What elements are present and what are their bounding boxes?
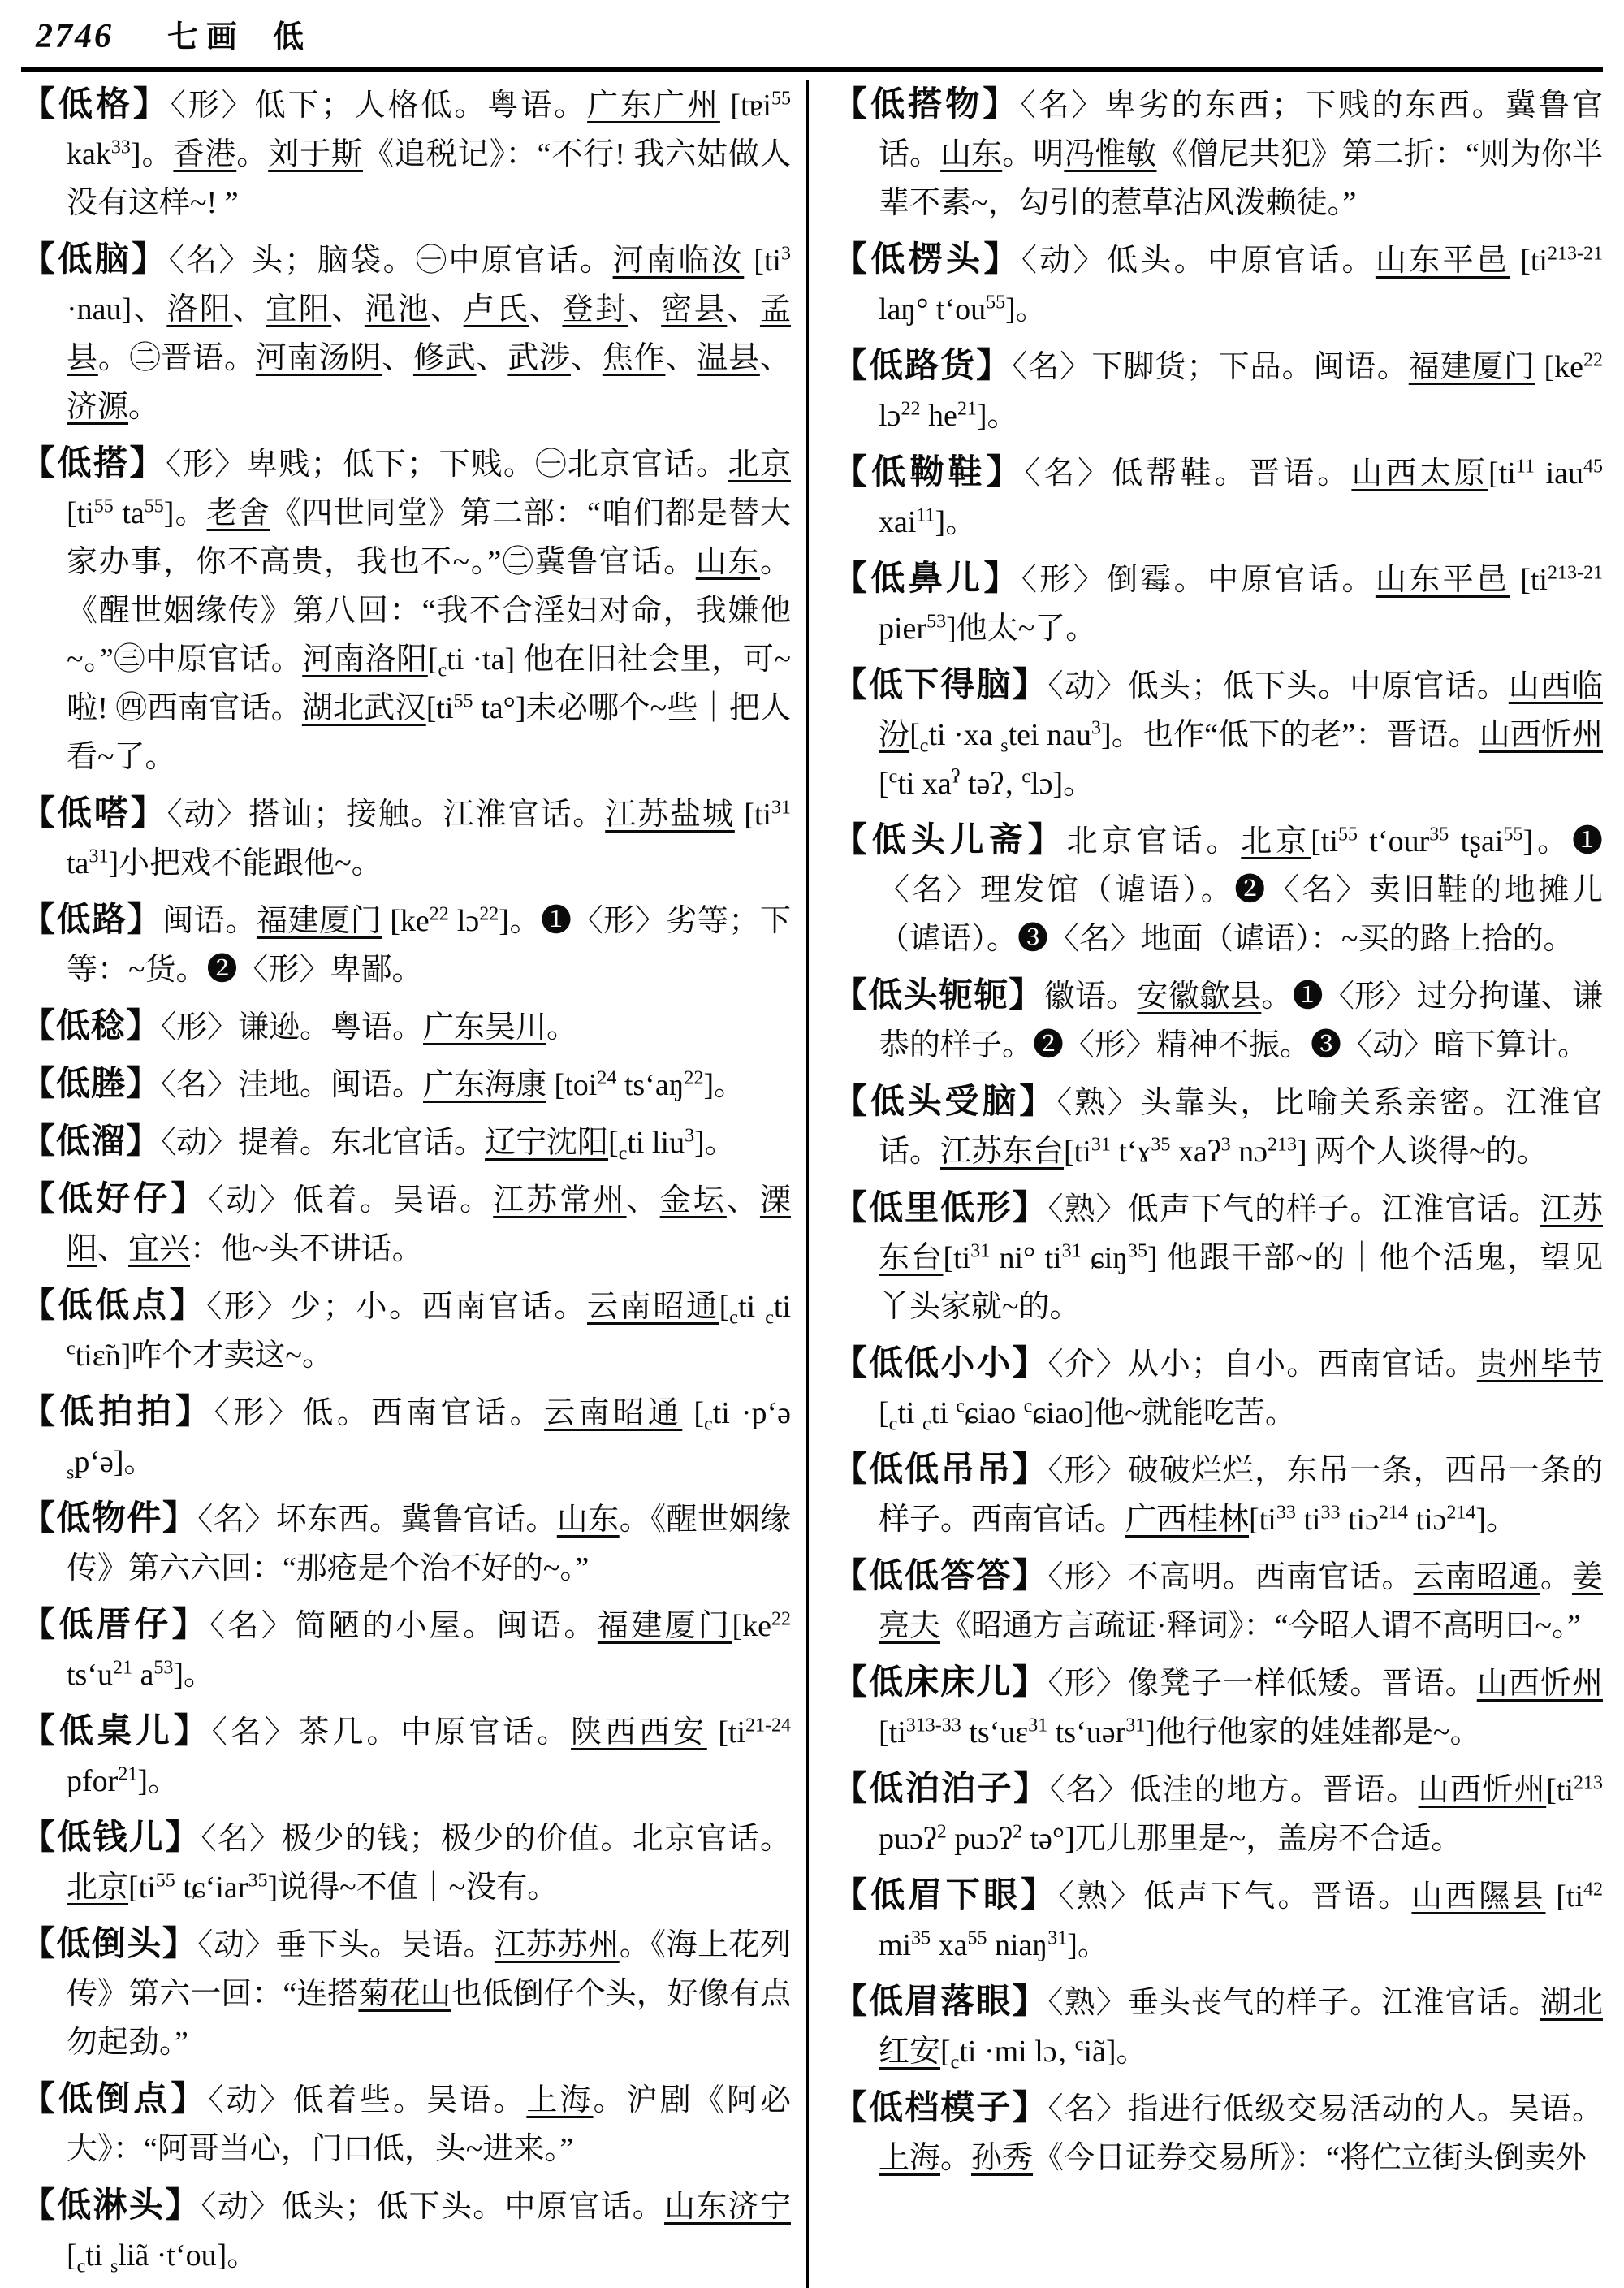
dict-entry: [833, 1552, 1603, 1650]
entry-headword: 【低格】: [21, 86, 171, 123]
entry-body: 〈名〉洼地。闽语。广东海康 [toi$^{24}$ $ts‘aŋ^{22}$]。: [161, 1067, 745, 1102]
entry-headword: 【低厝仔】: [21, 1607, 210, 1644]
entry-body: 〈形〉谦逊。粤语。广东吴川。: [161, 1010, 578, 1045]
dict-entry: [21, 1388, 791, 1486]
dict-entry: [833, 661, 1603, 808]
entry-body: 〈名〉简陋的小屋。闽语。福建厦门[$ke^{22}$ $ts‘u^{21}$ $a^{53}$]。: [67, 1608, 791, 1692]
dict-entry: [21, 2075, 791, 2173]
entry-body: 〈形〉倒霉。中原官话。山东平邑 [$ti^{213-21}$ pier$^{53}$]他太~了。: [879, 562, 1603, 646]
entry-headword: 【低搭】: [21, 445, 166, 482]
entry-body: 〈名〉坏东西。冀鲁官话。山东。《醒世姻缘传》第六六回：“那疮是个治不好的~。”: [67, 1503, 791, 1585]
entry-headword: 【低塍】: [21, 1066, 162, 1103]
dict-entry: [21, 1494, 791, 1593]
dict-entry: [21, 80, 791, 227]
entry-body: 〈形〉少；小。西南官话。云南昭通[$_cti$ $_c$ti $^c$tiɛ̃n]咋个才卖这~。: [67, 1290, 791, 1373]
entry-body: 〈熟〉低声下气。晋语。山西隰县 [$ti^{42}$ $mi^{35}$ $xa^{55}$ niaŋ$^{31}$]。: [879, 1879, 1603, 1962]
entry-body: 〈动〉垂下头。吴语。江苏苏州。《海上花列传》第六一回：“连搭菊花山也低倒仔个头，好像有点勿起劲。”: [67, 1928, 791, 2060]
entry-body: 〈动〉低着。吴语。江苏常州、金坛、溧阳、宜兴：他~头不讲话。: [67, 1183, 791, 1266]
entry-body: 〈形〉破破烂烂，东吊一条，西吊一条的样子。西南官话。广西桂林[$ti^{33}$ $ti^{33}$ tiɔ$^{214}$ tiɔ$^{214}$]。: [879, 1454, 1603, 1537]
entry-headword: 【低楞头】: [833, 241, 1021, 279]
dict-entry: [21, 1707, 791, 1806]
dict-entry: [833, 1978, 1603, 2076]
entry-body: 〈名〉茶几。中原官话。陕西西安 [$ti^{21-24}$ pfor$^{21}$]。: [67, 1715, 792, 1798]
entry-body: 〈名〉极少的钱；极少的价值。北京官话。北京[$ti^{55}$ tɕ‘iar$^{35}$]说得~不值｜~没有。: [67, 1822, 791, 1905]
dict-entry: [833, 971, 1603, 1070]
entry-headword: 【低档模子】: [833, 2090, 1048, 2127]
dict-entry: [833, 236, 1603, 334]
dict-entry: [833, 342, 1603, 440]
entry-headword: 【低钱儿】: [21, 1819, 201, 1857]
left-column: [21, 80, 804, 2288]
entry-body: 〈名〉头；脑袋。㊀中原官话。河南临汝 $[ti^3 \cdot nau]$、洛阳、宜阳、渑池、卢氏、登封、密县、孟县。㊁晋语。河南汤阴、修武、武涉、焦作、温县、济源。: [67, 243, 791, 424]
entry-body: 〈动〉搭讪；接触。江淮官话。江苏盐城 [$ti^{31}$ $ta^{31}$]小把戏不能跟他~。: [67, 797, 791, 880]
dict-entry: [833, 2084, 1603, 2182]
entry-body: 〈名〉卑劣的东西；下贱的东西。冀鲁官话。山东。明冯惟敏《僧尼共犯》第二折：“则为你半辈不素~，勾引的惹草沾风泼赖徒。”: [879, 89, 1604, 220]
dict-entry: [21, 1002, 791, 1052]
entry-body: 〈形〉不高明。西南官话。云南昭通。姜亮夫《昭通方言疏证·释词》：“今昭人谓不高明曰~。”: [879, 1560, 1603, 1643]
entry-headword: 【低头轭轭】: [833, 977, 1044, 1014]
entry-body: 徽语。安徽歙县。❶〈形〉过分拘谨、谦恭的样子。❷〈形〉精神不振。❸〈动〉暗下算计。: [879, 980, 1603, 1062]
dict-entry: [21, 789, 791, 888]
entry-headword: 【低泊泊子】: [833, 1771, 1050, 1808]
entry-headword: 【低物件】: [21, 1500, 198, 1538]
dict-entry: [21, 2182, 791, 2280]
entry-headword: 【低淋头】: [21, 2187, 201, 2225]
entry-body: 〈形〉卑贱；低下；下贱。㊀北京官话。北京 [$ti^{55}$ $ta^{55}$]。老舍《四世同堂》第二部：“咱们都是替大家办事，你不高贵，我也不~。”㊁冀鲁官话。山东。《醒世姻缘传》第八回：“我不合淫妇对命，我嫌他~。”㊂中原官话。河南洛阳$[_cti \cdot ta]$ 他在旧社会里，可~啦! ㊃西南官话。湖北武汉[$ti^{55}$ ta°]未必哪个~些｜把人看~了。: [67, 448, 792, 774]
dict-entry: [21, 1920, 791, 2067]
entry-headword: 【低桌儿】: [21, 1713, 212, 1750]
entry-headword: 【低低小小】: [833, 1345, 1048, 1382]
entry-body: 〈动〉低头；低下头。中原官话。山西临汾[$_cti \cdot xa$ $_s$tei nau$^3$]。也作“低下的老”：晋语。山西忻州[$^c$ti $xa^ʔ$ təʔ‚ $^c$lɔ]。: [879, 669, 1603, 801]
entry-headword: 【低路货】: [833, 348, 1013, 385]
dict-entry: [833, 1871, 1603, 1970]
entry-headword: 【低头受脑】: [833, 1083, 1057, 1121]
entry-body: 〈动〉低着些。吴语。上海。沪剧《阿必大》：“阿哥当心，门口低，头~进来。”: [67, 2083, 791, 2166]
dict-entry: [833, 1765, 1603, 1863]
dict-entry: [833, 1078, 1603, 1176]
entry-body: 〈动〉提着。东北官话。辽宁沈阳[$_cti$ liu$^3$]。: [161, 1125, 736, 1165]
entry-headword: 【低低吊吊】: [833, 1451, 1048, 1489]
entry-body: 〈名〉低洼的地方。晋语。山西忻州[$ti^{213}$ puɔʔ$^2$ puɔʔ$^2$ tə°]兀儿那里是~，盖房不合适。: [879, 1772, 1603, 1856]
stroke-section-label: 七画: [167, 20, 246, 54]
dict-entry: [833, 1339, 1603, 1438]
dict-entry: [21, 896, 791, 994]
entry-headword: 【低路】: [21, 902, 163, 939]
entry-headword: 【低拍拍】: [21, 1394, 214, 1431]
dict-entry: [21, 236, 791, 431]
dict-entry: [21, 1814, 791, 1912]
dict-entry: [21, 1601, 791, 1699]
dict-entry: [21, 1060, 791, 1109]
dict-entry: [833, 1446, 1603, 1544]
page-number: 2746: [36, 18, 114, 55]
dict-entry: [833, 555, 1603, 653]
head-character: 低: [273, 20, 304, 54]
entry-body: 〈熟〉垂头丧气的样子。江淮官话。湖北红安[$_cti \cdot mi$ lɔ‚ $^c$iã]。: [879, 1986, 1603, 2074]
dict-entry: [21, 439, 791, 781]
entry-headword: 【低低点】: [21, 1287, 207, 1325]
dict-entry: [833, 80, 1603, 227]
entry-body: 闽语。福建厦门 [$ke^{22}$ lɔ$^{22}$]。❶〈形〉劣等；下等：~货。❷〈形〉卑鄙。: [67, 903, 791, 987]
entry-headword: 【低稔】: [21, 1008, 162, 1045]
entry-headword: 【低头儿斋】: [833, 822, 1067, 859]
dict-entry: [833, 1184, 1603, 1331]
entry-headword: 【低里低形】: [833, 1190, 1048, 1227]
entry-body: 〈名〉指进行低级交易活动的人。吴语。上海。孙秀《今日证券交易所》：“将伫立街头倒卖外: [879, 2092, 1603, 2175]
entry-body: 〈形〉像凳子一样低矮。晋语。山西忻州 [$ti^{313-33}$ ts‘uɛ$^{31}$ ts‘uər$^{31}$]他行他家的娃娃都是~。: [879, 1667, 1603, 1750]
entry-headword: 【低靿鞋】: [833, 454, 1025, 491]
entry-body: 〈动〉低头。中原官话。山东平邑 [$ti^{213-21}$ laŋ° $t‘ou^{55}$]。: [879, 243, 1603, 327]
dict-entry: [833, 448, 1603, 547]
entry-headword: 【低嗒】: [21, 795, 167, 833]
page-header: [21, 11, 1603, 62]
dict-entry: [833, 816, 1603, 963]
entry-body: 〈形〉低下；人格低。粤语。广东广州 [tɐi$^{55}$ kak$^{33}$]。香港。刘于斯《追税记》：“不行! 我六姑做人没有这样~! ”: [67, 88, 791, 220]
entry-body: 〈形〉低。西南官话。云南昭通 [$_cti$ ·p‘ə $_s$p‘ə]。: [67, 1396, 792, 1484]
dict-entry: [21, 1175, 791, 1274]
entry-body: 〈动〉低头；低下头。中原官话。山东济宁 [$_cti$ $_s$liã ·t‘ou]。: [67, 2190, 791, 2277]
entry-headword: 【低眉下眼】: [833, 1877, 1059, 1914]
two-column-body: [21, 80, 1603, 2288]
entry-headword: 【低低答答】: [833, 1558, 1048, 1595]
dict-entry: [833, 1659, 1603, 1757]
entry-body: 〈熟〉低声下气的样子。江淮官话。江苏东台[$ti^{31}$ ni° $ti^{31}$ ɕiŋ$^{35}$] 他跟干部~的｜他个活鬼，望见丫头家就~的。: [879, 1192, 1603, 1324]
header-rule: [21, 67, 1603, 72]
entry-body: 〈熟〉头靠头，比喻关系亲密。江淮官话。江苏东台[$ti^{31}$ t‘ɤ$^{35}$ xaʔ$^3$ nɔ$^{213}$] 两个人谈得~的。: [879, 1086, 1603, 1169]
entry-headword: 【低倒头】: [21, 1926, 198, 1963]
entry-body: 〈名〉低帮鞋。晋语。山西太原[$ti^{11}$ iau$^{45}$ xai$^{11}$]。: [879, 456, 1603, 539]
entry-headword: 【低鼻儿】: [833, 560, 1021, 598]
dict-entry: [21, 1118, 791, 1167]
entry-headword: 【低下得脑】: [833, 667, 1048, 704]
entry-headword: 【低脑】: [21, 241, 169, 279]
entry-body: 〈名〉下脚货；下品。闽语。福建厦门 [$ke^{22}$ lɔ$^{22}$ $he^{21}$]。: [879, 349, 1603, 433]
entry-headword: 【低搭物】: [833, 86, 1021, 123]
entry-headword: 【低好仔】: [21, 1181, 209, 1218]
dict-entry: [21, 1282, 791, 1380]
entry-headword: 【低床床儿】: [833, 1664, 1048, 1702]
entry-body: 北京官话。北京[$ti^{55}$ t‘our$^{35}$ tʂai$^{55}$]。❶〈名〉理发馆（谑语）。❷〈名〉卖旧鞋的地摊儿（谑语）。❸〈名〉地面（谑语）：~买的路上拾的。: [879, 824, 1604, 956]
entry-headword: 【低眉落眼】: [833, 1983, 1048, 2021]
entry-body: 〈介〉从小；自小。西南官话。贵州毕节 [$_cti$ $_c$ti $^c$ɕiao $^c$ɕiao]他~就能吃苦。: [879, 1347, 1603, 1435]
entry-headword: 【低倒点】: [21, 2081, 209, 2118]
entry-headword: 【低溜】: [21, 1123, 162, 1161]
right-column: [809, 80, 1603, 2288]
